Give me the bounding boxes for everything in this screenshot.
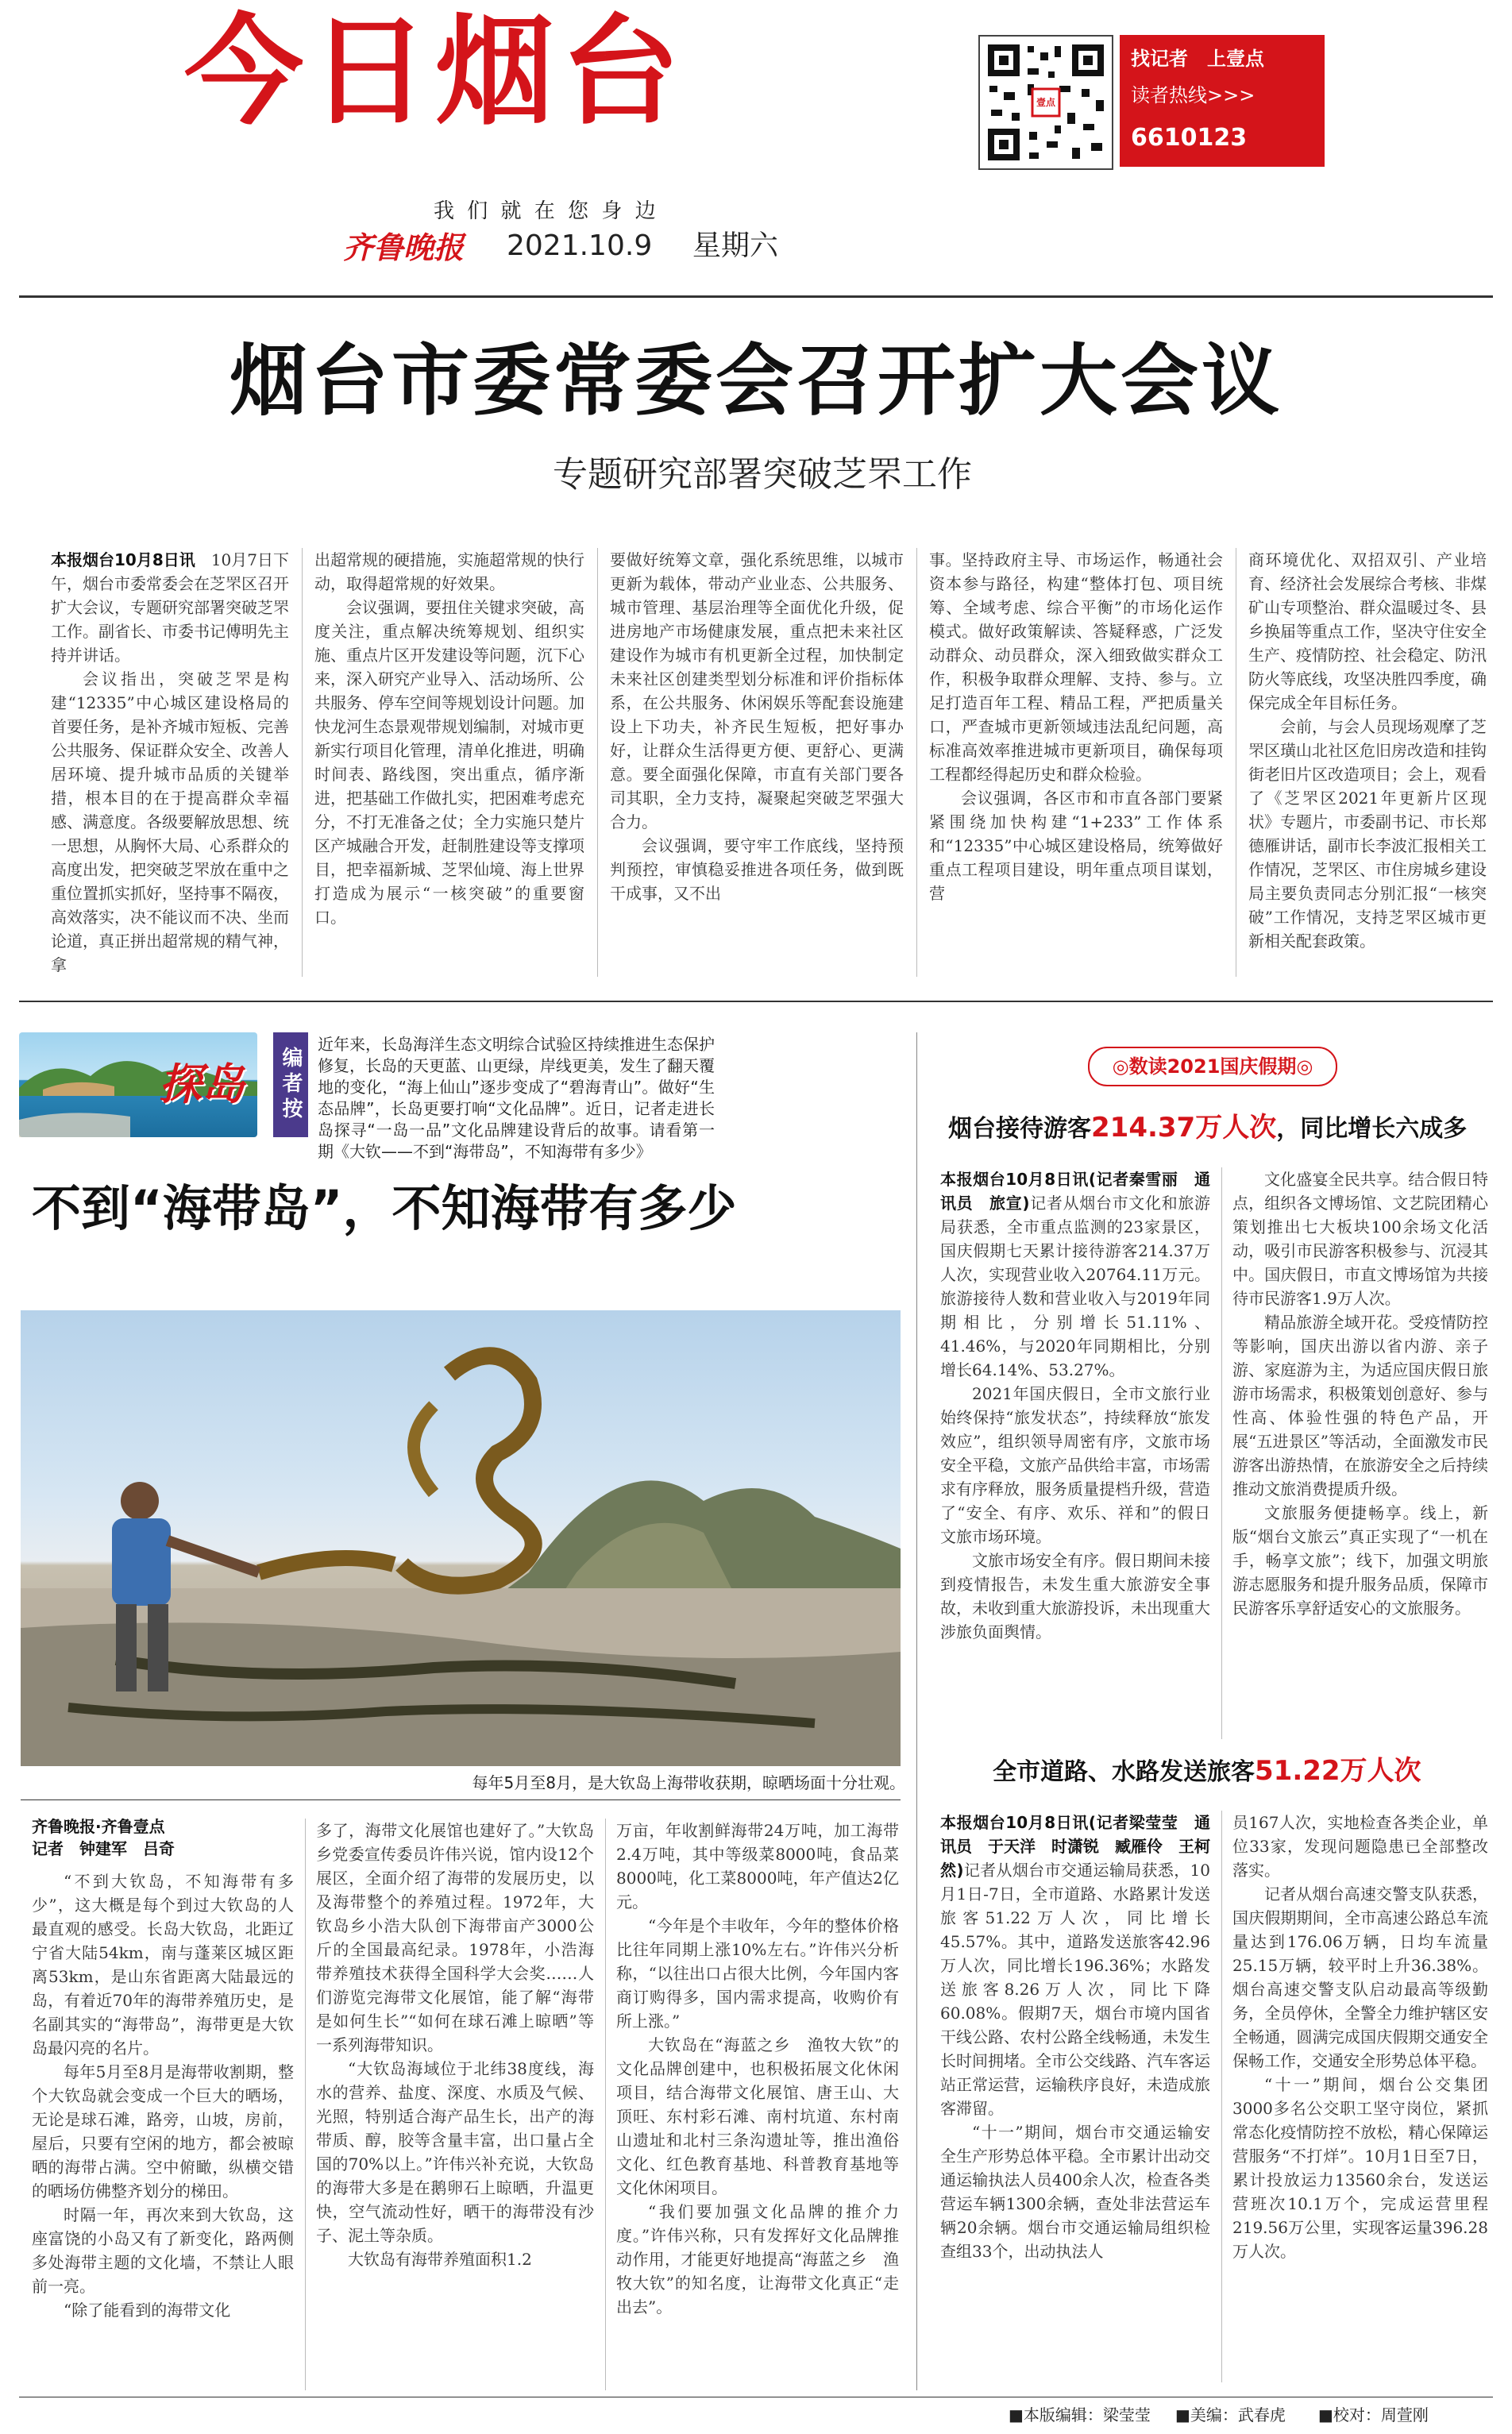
headline2-number: 51.22万人次 <box>1255 1755 1421 1787</box>
feature-col2-p3: 大钦岛有海带养殖面积1.2 <box>348 2250 532 2269</box>
col-divider <box>302 548 303 977</box>
feature-col3-p2: “今年是个丰收年，今年的整体价格比往年同期上涨10%左右。”许伟兴分析称，“以往出口占很大比例，今年国内客商订购得多，国内需求提高，收购价有所上涨。” <box>616 1916 899 2031</box>
feature-photo <box>21 1310 901 1766</box>
hotline-number[interactable]: 6610123 <box>1131 124 1248 152</box>
holiday-headline-1 <box>948 1110 1488 1147</box>
story1-col1-p1: 记者从烟台市文化和旅游局获悉，全市重点监测的23家景区，国庆假期七天累计接待游客214.37万人次，实现营业收入20764.11万元。旅游接待人数和营业收入与2019年同期相比，分别增长51.11%、41.46%，与2020年同期相比，分别增长64.14%、53.27%。 <box>940 1194 1211 1379</box>
feature-col3-p1: 万亩，年收割鲜海带24万吨，加工海带2.4万吨，其中等级菜8000吨，食品菜8000吨，化工菜8000吨，年产值达2亿元。 <box>616 1821 899 1911</box>
feature-col1-p4: “除了能看到的海带文化 <box>64 2301 231 2320</box>
story1-col2-p2: 精品旅游全域开花。受疫情防控等影响，国庆出游以省内游、亲子游、家庭游为主，为适应国庆假日旅游市场需求，积极策划创意好、参与性高、体验性强的特色产品，开展“五进景区”等活动，全面激发市民游客出游热情，在旅游安全之后持续推动文旅消费提质升级。 <box>1232 1313 1488 1499</box>
story2-col2-p1: 员167人次，实地检查各类企业，单位33家，发现问题隐患已全部整改落实。 <box>1232 1813 1488 1880</box>
lead-col2-p2: 会议强调，要扭住关键求突破，高度关注，重点解决统筹规划、组织实施、重点片区开发建设等问题，沉下心来，深入研究产业导入、活动场所、公共服务、停车空间等规划设计问题。加快龙河生态景观带规划编制，对城市更新实行项目化管理，清单化推进，明确时间表、路线图，突出重点，循序渐进，把基础工作做扎实，把困难考虑充分，不打无准备之仗；全力实施只楚片区产城融合开发，赶制胜建设等支撑项目，把幸福新城、芝罘仙境、海上世界打造成为展示“一核突破”的重要窗口。 <box>314 598 584 927</box>
kelp-drying-photo-icon <box>21 1310 901 1766</box>
feature-col3-p4: “我们要加强文化品牌的推介力度。”许伟兴称，只有发挥好文化品牌推动作用，才能更好地提高“海蓝之乡 渔牧大钦”的知名度，让海带文化真正“走出去”。 <box>616 2202 899 2316</box>
holiday-banner: ◎数读2021国庆假期◎ <box>1088 1047 1337 1086</box>
lead-col3-p2: 会议强调，要守牢工作底线，坚持预判预控，审慎稳妥推进各项任务，做到既干成事，又不出 <box>610 836 904 903</box>
footer-proofreader: ■校对：周萱刚 <box>1318 2405 1429 2424</box>
qr-code-box[interactable] <box>978 35 1113 170</box>
story1-col1-p2: 2021年国庆假日，全市文旅行业始终保持“旅发状态”，持续释放“旅发效应”，组织领导周密有序，文旅市场安全平稳，文旅产品供给丰富，市场需求有序释放，服务质量提档升级，营造了“安全、有序、欢乐、祥和”的假日文旅市场环境。 <box>940 1384 1210 1546</box>
lead-col1-p2: 会议指出，突破芝罘是构建“12335”中心城区建设格局的首要任务，是补齐城市短板、完善公共服务、保证群众安全、改善人居环境、提升城市品质的关键举措，根本目的在于提高群众幸福感、满意度。各级要解放思想、统一思想，从胸怀大局、心系群众的高度出发，把突破芝罘放在重中之重位置抓实抓好，坚持事不隔夜，高效落实，决不能议而不决、坐而论道，真正拼出超常规的精气神，拿 <box>51 669 289 974</box>
page-subtitle: 专题研究部署突破芝罘工作 <box>553 454 972 495</box>
col-divider <box>1221 1811 1222 2382</box>
holiday-headline-2 <box>993 1753 1485 1790</box>
contact-line-reporter: 找记者 上壹点 <box>1131 48 1264 70</box>
lead-col4-p1: 事。坚持政府主导、市场运作，畅通社会资本参与路径，构建“整体打包、项目统筹、全域考虑、综合平衡”的市场化运作模式。做好政策解读、答疑释惑，广泛发动群众、动员群众，深入细致做实群众工作，积极争取群众理解、支持、参与。立足打造百年工程、精品工程，严把质量关口，严查城市更新领域违法乱纪问题，高标准高效率推进城市更新项目，确保每项工程都经得起历史和群众检验。 <box>929 550 1223 784</box>
col-divider <box>605 1819 606 2390</box>
story1-col2-p1: 文化盛宴全民共享。结合假日特点，组织各文博场馆、文艺院团精心策划推出七大板块100余场文化活动，吸引市民游客积极参与、沉浸其中。国庆假日，市直文博场馆为共接待市民游客1.9万人次。 <box>1232 1170 1488 1308</box>
feature-col1-p3: 时隔一年，再次来到大钦岛，这座富饶的小岛又有了新变化，路两侧多处海带主题的文化墙，不禁让人眼前一亮。 <box>32 2205 294 2296</box>
issue-date: 2021.10.9 <box>507 230 653 262</box>
editor-note-tag: 编者按 <box>273 1032 308 1137</box>
section-vertical-divider <box>916 1032 917 2390</box>
section-divider <box>19 1001 1493 1002</box>
island-banner <box>19 1032 257 1137</box>
headline1-number: 214.37万人次 <box>1091 1112 1277 1144</box>
lead-col-4 <box>929 548 1223 977</box>
page-title: 烟台市委常委会召开扩大会议 <box>229 336 1282 426</box>
story2-dateline: 本报烟台10月8日讯(记者梁莹莹 通讯员 于天洋 时潇锐 臧雁伶 王柯然) <box>940 1813 1210 1880</box>
lead-col2-p1: 出超常规的硬措施，实施超常规的快行动，取得超常规的好效果。 <box>314 550 584 593</box>
footer-designer: ■美编：武春虎 <box>1175 2405 1286 2424</box>
contact-panel <box>1120 35 1325 167</box>
feature-col-3 <box>616 1819 899 2393</box>
feature-col1-p2: 每年5月至8月是海带收割期，整个大钦岛就会变成一个巨大的晒场，无论是球石滩，路旁，山坡，房前，屋后，只要有空闲的地方，都会被晾晒的海带占满。空中俯瞰，纵横交错的晒场仿佛整齐划分的梯田。 <box>32 2062 294 2201</box>
lead-dateline: 本报烟台10月8日讯 <box>51 550 195 569</box>
col-divider <box>305 1819 306 2390</box>
editor-note-text: 近年来，长岛海洋生态文明综合试验区持续推进生态保护修复，长岛的天更蓝、山更绿，岸线更美，发生了翻天覆地的变化，“海上仙山”逐步变成了“碧海青山”。做好“生态品牌”，长岛更要打响“文化品牌”。近日，记者走进长岛探寻“一岛一品”文化品牌建设背后的故事。请看第一期《大钦——不到“海带岛”，不知海带有多少》 <box>318 1035 715 1161</box>
feature-col3-p3: 大钦岛在“海蓝之乡 渔牧大钦”的文化品牌创建中，也积极拓展文化休闲项目，结合海带文化展馆、唐王山、大顶旺、东村彩石滩、南村坑道、东村南山遗址和北村三条沟遗址等，推出渔俗文化、红色教育基地、科普教育基地等文化休闲项目。 <box>616 2035 899 2197</box>
banner-label: 探岛 <box>159 1059 245 1109</box>
feature-col2-p1: 多了，海带文化展馆也建好了。”大钦岛乡党委宣传委员许伟兴说，馆内设12个展区，全面介绍了海带的发展历史，以及海带整个的养殖过程。1972年，大钦岛乡小浩大队创下海带亩产3000公斤的全国最高纪录。1978年，小浩海带养殖技术获得全国科学大会奖……人们游览完海带文化展馆，能了解“海带是如何生长”“如何在球石滩上晾晒”等一系列海带知识。 <box>316 1821 594 2054</box>
story2-col1-p1: 记者从烟台市交通运输局获悉，10月1日-7日，全市道路、水路累计发送旅客51.22万人次，同比增长45.57%。其中，道路发送旅客42.96万人次，同比增长196.36%；水路发送旅客8.26万人次，同比下降60.08%。假期7天，烟台市境内国省干线公路、农村公路全线畅通，未发生长时间拥堵。全市公交线路、汽车客运站正常运营，运输秩序良好，未造成旅客滞留。 <box>940 1861 1211 2118</box>
lead-col-3 <box>610 548 904 977</box>
feature-title: 不到“海带岛”，不知海带有多少 <box>32 1179 737 1237</box>
lead-col-5 <box>1248 548 1487 977</box>
photo-caption: 每年5月至8月，是大钦岛上海带收获期，晾晒场面十分壮观。 <box>472 1773 905 1792</box>
lead-col-2 <box>314 548 584 977</box>
feature-byline-reporters: 记者 钟建军 吕奇 <box>32 1839 175 1858</box>
lead-col4-p2: 会议强调，各区市和市直各部门要紧紧围绕加快构建“1+233”工作体系和“12335”中心城区建设格局，统筹做好重点工程项目建设，明年重点项目谋划，营 <box>929 789 1223 903</box>
headline2-prefix: 全市道路、水路发送旅客 <box>993 1758 1255 1786</box>
feature-col1-p1: “不到大钦岛，不知海带有多少”，这大概是每个到过大钦岛的人最直观的感受。长岛大钦岛，北距辽宁省大陆54km，南与蓬莱区城区距离53km，是山东省距离大陆最远的岛，有着近70年的海带养殖历史，是名副其实的“海带岛”，海带更是大钦岛最闪亮的名片。 <box>32 1872 294 2058</box>
headline1-prefix: 烟台接待游客 <box>948 1115 1091 1143</box>
feature-byline-outlet: 齐鲁晚报·齐鲁壹点 <box>32 1817 165 1836</box>
col-divider <box>916 548 917 977</box>
masthead-title: 今日烟台 <box>184 3 687 141</box>
holiday-story2-col-2 <box>1232 1811 1488 2382</box>
lead-col1-p1: 10月7日下午，烟台市委常委会在芝罘区召开扩大会议，专题研究部署突破芝罘工作。副省长、市委书记傅明先主持并讲话。 <box>51 550 290 665</box>
col-divider <box>1221 1167 1222 1739</box>
qr-logo-caption: 壹点 <box>1036 97 1055 108</box>
caption-divider <box>21 1799 901 1800</box>
lead-col-1 <box>51 548 289 977</box>
masthead-divider <box>19 295 1493 298</box>
headline1-suffix: ，同比增长六成多 <box>1276 1115 1468 1143</box>
brand-logo: 齐鲁晚报 <box>343 230 465 265</box>
feature-col2-p2: “大钦岛海域位于北纬38度线，海水的营养、盐度、深度、水质及气候、光照，特别适合海产品生长，出产的海带质、醇，胶等含量丰富，出口量占全国的70%以上。”许伟兴补充说，大钦岛的海带大多是在鹅卵石上晾晒，升温更快，空气流动性好，晒干的海带没有沙子、泥土等杂质。 <box>316 2059 594 2245</box>
lead-col5-p2: 会前，与会人员现场观摩了芝罘区璜山北社区危旧房改造和挂钩街老旧片区改造项目；会上，观看了《芝罘区2021年更新片区现状》专题片，市委副书记、市长郑德雁讲话，副市长李波汇报相关工作情况，芝罘区、市住房城乡建设局主要负责同志分别汇报“一核突破”工作情况，支持芝罘区城市更新相关配套政策。 <box>1248 717 1487 951</box>
story1-col1-p3: 文旅市场安全有序。假日期间未接到疫情报告，未发生重大旅游安全事故，未收到重大旅游投诉，未出现重大涉旅负面舆情。 <box>940 1551 1210 1641</box>
feature-col-1 <box>32 1869 294 2393</box>
feature-col-2 <box>316 1819 594 2393</box>
holiday-story1-col-1 <box>940 1167 1210 1739</box>
lead-col3-p1: 要做好统筹文章，强化系统思维，以城市更新为载体，带动产业业态、公共服务、城市管理、基层治理等全面优化升级，促进房地产市场健康发展，重点把未来社区建设作为城市有机更新全过程，加快制定未来社区创建类型划分标准和评价指标体系，在公共服务、休闲娱乐等配套设施建设上下功夫，补齐民生短板，把好事办好，让群众生活得更方便、更舒心、更满意。要全面强化保障，市直有关部门要各司其职，全力支持，凝聚起突破芝罘强大合力。 <box>610 550 904 831</box>
issue-weekday: 星期六 <box>692 230 779 262</box>
lead-col5-p1: 商环境优化、双招双引、产业培育、经济社会发展综合考核、非煤矿山专项整治、群众温暖过冬、县乡换届等重点工作，坚决守住安全生产、疫情防控、社会稳定、防汛防火等底线，攻坚决胜四季度，确保完成全年目标任务。 <box>1248 550 1487 712</box>
footer-editor: ■本版编辑：梁莹莹 <box>1009 2405 1151 2424</box>
contact-line-hotline: 读者热线>>> <box>1131 84 1256 106</box>
story1-col2-p3: 文旅服务便捷畅享。线上，新版“烟台文旅云”真正实现了“一机在手，畅享文旅”；线下，加强文明旅游志愿服务和提升服务品质，保障市民游客乐享舒适安心的文旅服务。 <box>1232 1503 1488 1618</box>
story2-col2-p3: “十一”期间，烟台公交集团3000多名公交职工坚守岗位，紧抓常态化疫情防控不放松，精心保障运营服务“不打烊”。10月1日至7日，累计投放运力13560余台，发送运营班次10.1万个，完成运营里程219.56万公里，实现客运量396.28万人次。 <box>1232 2075 1488 2261</box>
holiday-story1-col-2 <box>1232 1167 1488 1739</box>
story2-col1-p2: “十一”期间，烟台市交通运输安全生产形势总体平稳。全市累计出动交通运输执法人员400余人次，检查各类营运车辆1300余辆，查处非法营运车辆20余辆。烟台市交通运输局组织检查组33个，出动执法人 <box>940 2123 1210 2261</box>
holiday-story2-col-1 <box>940 1811 1210 2382</box>
masthead-slogan: 我 们 就 在 您 身 边 <box>434 199 659 223</box>
story2-col2-p2: 记者从烟台高速交警支队获悉，国庆假期期间，全市高速公路总车流量达到176.06万辆，日均车流量25.15万辆，较平时上升36.38%。烟台高速交警支队启动最高等级勤务，全员停休，全警全力维护辖区安全畅通，圆满完成国庆假期交通安全保畅工作，交通安全形势总体平稳。 <box>1232 1884 1488 2070</box>
col-divider <box>597 548 598 977</box>
story1-dateline: 本报烟台10月8日讯(记者秦雪丽 通讯员 旅宣) <box>940 1170 1210 1213</box>
